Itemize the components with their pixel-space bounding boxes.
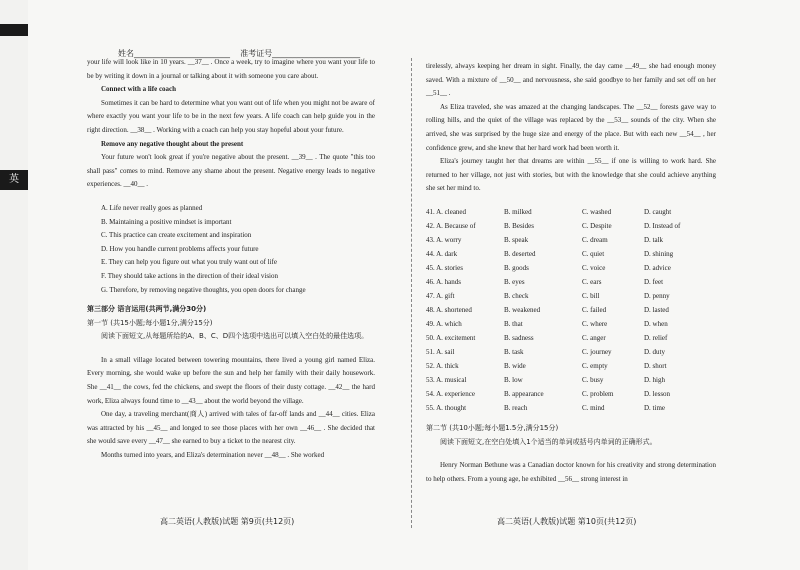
instructions: 阅读下面短文,在空白处填入1个适当的单词或括号内单词的正确形式。 xyxy=(440,437,657,446)
paragraph: Sometimes it can be hard to determine what you want out of life when you might not be aware of where exactly you want your life to be in the next few years. A life coach can help guide you in the right direction. __38__ . Working with a coach can help you stay hopeful about your future. xyxy=(87,98,375,134)
choice-option: B. milked xyxy=(504,208,532,217)
choices-table xyxy=(426,206,704,416)
choice-row xyxy=(426,262,704,276)
choice-option: 45. A. stories xyxy=(426,264,463,273)
choice-option: B. low xyxy=(504,376,523,385)
choice-option: B. eyes xyxy=(504,278,525,287)
choice-row xyxy=(426,290,704,304)
choice-option: B. check xyxy=(504,292,529,301)
page-9 xyxy=(87,46,375,463)
choice-option: D. short xyxy=(644,362,667,371)
choice-option: D. time xyxy=(644,404,665,413)
choice-row xyxy=(426,360,704,374)
choice-row xyxy=(426,304,704,318)
subject-tab: 英 xyxy=(0,170,28,190)
choice-option: 53. A. musical xyxy=(426,376,467,385)
choice-option: 41. A. cleaned xyxy=(426,208,467,217)
choice-option: 46. A. hands xyxy=(426,278,461,287)
choice-option: 43. A. worry xyxy=(426,236,462,245)
choice-option: 42. A. Because of xyxy=(426,222,476,231)
choice-option: D. high xyxy=(644,376,665,385)
choice-option: 54. A. experience xyxy=(426,390,475,399)
choice-option: C. mind xyxy=(582,404,605,413)
choice-option: D. when xyxy=(644,320,668,329)
option-g: G. Therefore, by removing negative thoughts, you open doors for change xyxy=(101,285,306,294)
page-10 xyxy=(426,60,716,486)
instructions: 阅读下面短文,从每题所给的A、B、C、D四个选项中选出可以填入空白处的最佳选项。 xyxy=(101,332,369,341)
choice-option: 44. A. dark xyxy=(426,250,458,259)
page-divider xyxy=(411,58,412,528)
choice-row xyxy=(426,402,704,416)
choice-option: B. that xyxy=(504,320,523,329)
choice-row xyxy=(426,248,704,262)
paragraph: In a small village located between towering mountains, there lived a young girl named Eliza. Every morning, she would wake up before the sun and help her family with their daily housework. She __41__ the cows, fed the chickens, and swept the floors of their dusty cottage. __42__ the hard work, Eliza always found time to __43__ about the world beyond the village. xyxy=(87,355,375,405)
choice-option: B. task xyxy=(504,348,524,357)
choice-row xyxy=(426,276,704,290)
choice-option: B. weakened xyxy=(504,306,541,315)
choice-option: B. appearance xyxy=(504,390,544,399)
choice-option: C. failed xyxy=(582,306,607,315)
choice-option: C. washed xyxy=(582,208,612,217)
choice-option: C. Despite xyxy=(582,222,612,231)
choice-option: B. reach xyxy=(504,404,528,413)
choice-row xyxy=(426,318,704,332)
left-margin-strip xyxy=(0,0,28,570)
paragraph: Henry Norman Bethune was a Canadian doctor known for his creativity and strong determination to help others. From a young age, he exhibited __56__ strong interest in xyxy=(426,461,716,483)
choice-row xyxy=(426,388,704,402)
paragraph: tirelessly, always keeping her dream in sight. Finally, the day came __49__ she had enough money saved. With a mixture of __50__ and nervousness, she said goodbye to her family and set off on her __51__ . xyxy=(426,62,716,98)
choice-row xyxy=(426,332,704,346)
choice-option: B. deserted xyxy=(504,250,536,259)
choice-row xyxy=(426,220,704,234)
choice-option: 48. A. shortened xyxy=(426,306,472,315)
subheading: Connect with a life coach xyxy=(101,85,177,94)
choice-option: D. advice xyxy=(644,264,671,273)
option-d: D. How you handle current problems affects your future xyxy=(101,244,259,253)
choice-option: D. shining xyxy=(644,250,674,259)
choice-option: D. lesson xyxy=(644,390,671,399)
page-footer: 高二英语(人教版)试题 第10页(共12页) xyxy=(497,517,637,526)
choice-option: D. penny xyxy=(644,292,670,301)
option-f: F. They should take actions in the direction of their ideal vision xyxy=(101,271,278,280)
choice-option: C. quiet xyxy=(582,250,605,259)
choice-option: C. anger xyxy=(582,334,606,343)
choice-option: D. talk xyxy=(644,236,664,245)
choice-row xyxy=(426,234,704,248)
choice-option: D. caught xyxy=(644,208,672,217)
paragraph: One day, a traveling merchant(商人) arrived with tales of far-off lands and __44__ cities. Eliza was attracted by his __45__ and longed to see those places with her own __46__ . She decided that she would save every __47__ she earned to buy a ticket to the nearest city. xyxy=(87,410,375,446)
paragraph: As Eliza traveled, she was amazed at the changing landscapes. The __52__ forests gave way to rolling hills, and the quiet of the village was replaced by the __53__ sounds of the city. When she arrived, she was surprised by the huge size and energy of the place. But with each new __54__ , her confidence grew, and she knew that her hard work had been worth it. xyxy=(426,102,716,152)
choice-option: D. feet xyxy=(644,278,664,287)
choice-option: C. busy xyxy=(582,376,604,385)
choice-option: 51. A. sail xyxy=(426,348,455,357)
choice-option: B. sadness xyxy=(504,334,534,343)
paragraph: Your future won't look great if you're negative about the present. __39__ . The quote "this too shall pass" comes to mind. Remove any shame about the present. Negative energy leads to negative experiences. __40__ . xyxy=(87,153,375,189)
choice-option: 49. A. which xyxy=(426,320,462,329)
option-e: E. They can help you figure out what you truly want out of life xyxy=(101,258,277,267)
choice-option: C. problem xyxy=(582,390,614,399)
choice-option: B. Besides xyxy=(504,222,534,231)
part-heading: 第三部分 语言运用(共两节,满分30分) xyxy=(87,305,207,314)
choice-option: D. Instead of xyxy=(644,222,681,231)
choice-row xyxy=(426,346,704,360)
choice-option: D. duty xyxy=(644,348,665,357)
name-label: 姓名 xyxy=(118,49,134,58)
choice-option: C. ears xyxy=(582,278,602,287)
choice-option: B. speak xyxy=(504,236,529,245)
choice-option: 55. A. thought xyxy=(426,404,467,413)
choice-option: C. where xyxy=(582,320,608,329)
choice-option: D. lasted xyxy=(644,306,669,315)
paragraph: your life will look like in 10 years. __37__ . Once a week, try to imagine where you want your life to be by writing it down in a journal or talking about it with someone you care about. xyxy=(87,58,375,80)
option-b: B. Maintaining a positive mindset is important xyxy=(101,217,232,226)
choice-row xyxy=(426,374,704,388)
choice-option: D. relief xyxy=(644,334,668,343)
choice-row xyxy=(426,206,704,220)
subheading: Remove any negative thought about the present xyxy=(101,139,244,148)
choice-option: C. journey xyxy=(582,348,612,357)
choice-option: C. empty xyxy=(582,362,608,371)
choice-option: 47. A. gift xyxy=(426,292,455,301)
corner-mark xyxy=(0,24,28,36)
choice-option: 50. A. excitement xyxy=(426,334,476,343)
paragraph: Eliza's journey taught her that dreams are within __55__ if one is willing to work hard. She returned to her village, not just with stories, but with the knowledge that she could achieve anything she set her mind to. xyxy=(426,157,716,193)
paragraph: Months turned into years, and Eliza's determination never __48__ . She worked xyxy=(101,451,325,460)
choice-option: C. bill xyxy=(582,292,600,301)
choice-option: C. voice xyxy=(582,264,606,273)
option-c: C. This practice can create excitement and inspiration xyxy=(101,231,252,240)
choice-option: 52. A. thick xyxy=(426,362,459,371)
section-heading: 第二节 (共10小题;每小题1.5分,满分15分) xyxy=(426,423,559,432)
choice-option: C. dream xyxy=(582,236,608,245)
candidate-info: 姓名________________________ 准考证号______________________ xyxy=(118,49,361,58)
page-footer: 高二英语(人教版)试题 第9页(共12页) xyxy=(160,517,295,526)
choice-option: B. wide xyxy=(504,362,526,371)
option-a: A. Life never really goes as planned xyxy=(101,203,203,212)
section-heading: 第一节 (共15小题;每小题1分,满分15分) xyxy=(87,318,213,327)
exam-id-label: 准考证号 xyxy=(240,49,273,58)
choice-option: B. goods xyxy=(504,264,529,273)
